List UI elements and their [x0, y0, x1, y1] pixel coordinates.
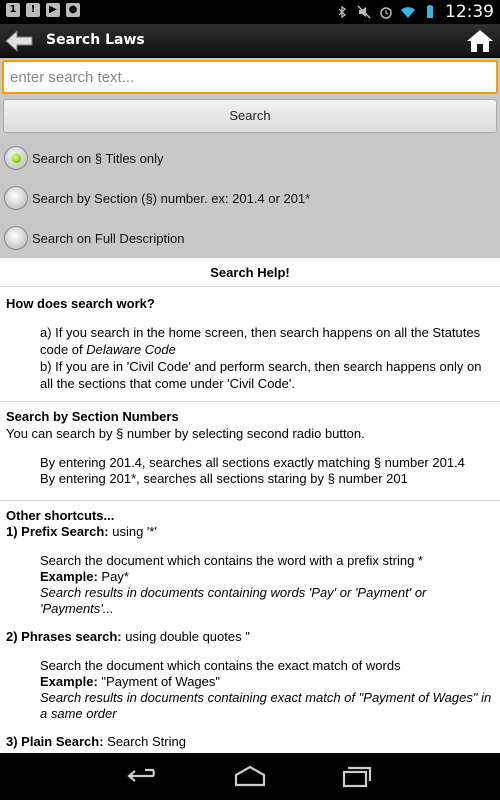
radio-label: Search on Full Description	[32, 230, 185, 246]
shortcut-phrase-example: Example: "Payment of Wages"	[40, 674, 220, 689]
search-panel	[0, 58, 500, 258]
battery-icon	[423, 5, 437, 19]
help-example-exact: By entering 201.4, searches all sections exactly matching § number 201.4	[40, 455, 465, 470]
back-icon[interactable]	[125, 763, 165, 789]
search-input[interactable]	[2, 60, 498, 94]
radio-section-number[interactable]	[4, 184, 310, 212]
help-section-numbers-text: You can search by § number by selecting second radio button.	[6, 426, 365, 441]
divider	[0, 500, 500, 501]
image-icon: ▶	[46, 3, 60, 17]
radio-button[interactable]	[4, 186, 28, 210]
help-paragraph-b: b) If you are in 'Civil Code' and perform search, then search happens only on all the sections that come under 'Civil Code'.	[40, 359, 482, 391]
radio-full-description[interactable]	[4, 224, 184, 252]
status-bar-system	[335, 2, 494, 22]
radio-label: Search by Section (§) number. ex: 201.4 or 201*	[32, 190, 311, 206]
warning-icon: !	[26, 3, 40, 17]
divider	[0, 401, 500, 402]
no-sound-icon	[357, 5, 371, 19]
help-paragraph-a: a) If you search in the home screen, then search happens on all the Statutes code of Delaware Code	[40, 325, 481, 357]
wifi-icon	[401, 5, 415, 19]
radio-label: Search on § Titles only	[32, 150, 164, 166]
shortcut-phrase-heading: 2) Phrases search: using double quotes "	[6, 629, 250, 644]
divider	[0, 286, 500, 287]
radio-button[interactable]	[4, 226, 28, 250]
status-bar	[0, 0, 500, 24]
help-title: Search Help!	[210, 265, 290, 280]
gamepad-icon: ●	[66, 3, 80, 17]
shortcut-prefix-heading: 1) Prefix Search: using '*'	[6, 524, 157, 539]
page-title: Search Laws	[46, 32, 145, 48]
action-bar	[0, 24, 500, 58]
shortcut-prefix-result: Search results in documents containing words 'Pay' or 'Payment' or 'Payments'...	[40, 585, 427, 616]
section-heading-how-search-works: How does search work?	[6, 296, 155, 311]
search-help-panel[interactable]	[0, 258, 500, 753]
shortcut-plain-heading: 3) Plain Search: Search String	[6, 734, 186, 749]
help-example-prefix: By entering 201*, searches all sections staring by § number 201	[40, 471, 408, 486]
recent-apps-icon[interactable]	[336, 763, 376, 789]
shortcut-prefix-desc: Search the document which contains the word with a prefix string *	[40, 553, 423, 568]
home-icon[interactable]	[230, 763, 270, 789]
radio-titles-only[interactable]	[4, 144, 164, 172]
navigation-bar	[0, 753, 500, 800]
search-button[interactable]: Search	[3, 99, 497, 133]
shortcut-prefix-example: Example: Pay*	[40, 569, 129, 584]
shortcut-phrase-desc: Search the document which contains the exact match of words	[40, 658, 401, 673]
back-arrow-icon[interactable]	[4, 28, 34, 54]
clock: 12:39	[445, 2, 494, 22]
status-bar-notifications	[6, 3, 80, 17]
bluetooth-icon	[335, 5, 349, 19]
emphasis-delaware-code: Delaware Code	[86, 342, 176, 357]
alarm-icon	[379, 5, 393, 19]
shortcut-phrase-result: Search results in documents containing exact match of "Payment of Wages" in a same order	[40, 690, 492, 721]
section-heading-shortcuts: Other shortcuts...	[6, 508, 115, 523]
notification-1-icon: 1	[6, 3, 20, 17]
section-heading-section-numbers: Search by Section Numbers	[6, 409, 179, 424]
radio-button-checked[interactable]	[4, 146, 28, 170]
home-icon[interactable]	[466, 28, 494, 54]
